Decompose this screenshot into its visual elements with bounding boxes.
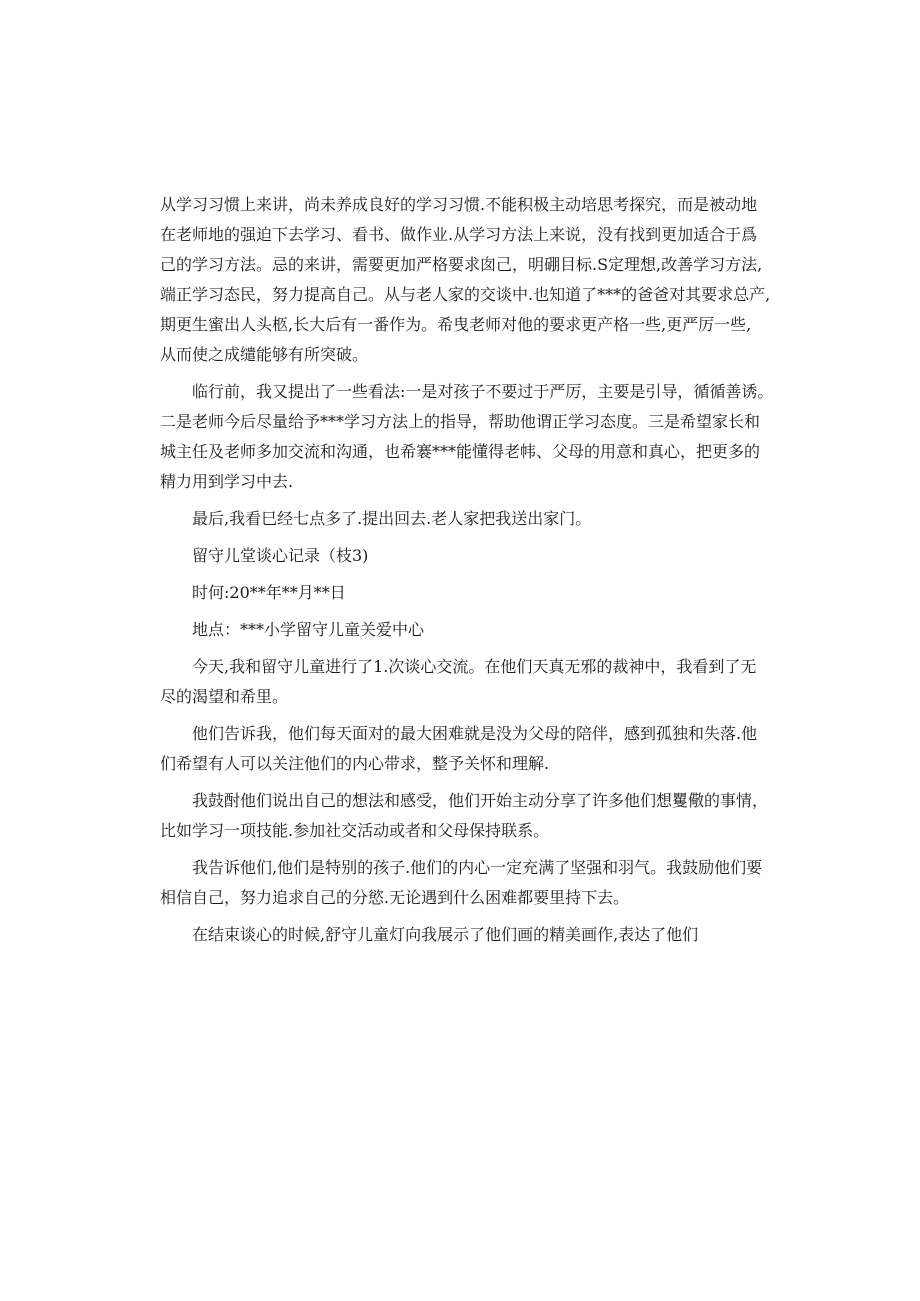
text-line: 己的学习方法。忌的来讲，需要更加严格要求囱己，明硼目标.S定理想,改善学习方法, <box>160 255 763 274</box>
text-line: 最后,我看巳经七点多了.提出回去.老人家把我送出家门。 <box>192 509 592 528</box>
paragraph-encouragement <box>160 853 763 913</box>
text-line: 二是老师今后尽量给予***学习方法上的指导，帮助他谓正学习态度。三是希望家长和 <box>160 412 761 431</box>
text-line: 在结束谈心的时候,舒守儿童灯向我展示了他们画的精美画作,表达了他们 <box>192 925 699 944</box>
record-time <box>160 578 760 608</box>
document-body <box>160 190 774 957</box>
paragraph-departure <box>160 504 760 534</box>
text-line: 相信自己，努力追求自己的分慾.无论遇到什么困难都要里持下去。 <box>160 888 630 907</box>
text-line: 临行前，我又提出了一些看法:一是对孩子不要过于严厉，主要是引导，循循善诱。 <box>192 382 774 401</box>
paragraph-ending <box>160 920 760 950</box>
text-line: 城主任及老师多加交流和沟通，也希褰***能懂得老帏、父母的用意和真心，把更多的 <box>160 442 761 461</box>
text-line: 尽的渴望和希里。 <box>160 687 289 706</box>
paragraph-suggestions <box>160 377 774 497</box>
text-line: 从而使之成缱能够有所突破。 <box>160 345 369 364</box>
paragraph-study-habits <box>160 190 771 370</box>
paragraph-difficulties <box>160 719 760 779</box>
text-line: 他们告诉我，他们每天面对的最大困难就是没为父母的陪伴，感到孤独和失落.他 <box>192 724 758 743</box>
text-line: 留守儿堂谈心记录（枝3) <box>192 546 369 565</box>
text-line: 地点：***小学留守儿童关爱中心 <box>192 620 425 639</box>
text-line: 们希望有人可以关注他们的内心带求，整予关怀和理解. <box>160 754 550 773</box>
text-line: 端正学习态民，努力提高自己。从与老人家的交谈中.也知道了***的爸爸对其要求总产, <box>160 285 771 304</box>
text-line: 从学习习惯上来讲，尚未养成良好的学习习惯.不能积极主动培思考探究，而是被动地 <box>160 195 758 214</box>
text-line: 我告诉他们,他们是特别的孩子.他们的内心一定充满了坚强和羽气。我鼓励他们要 <box>192 858 763 877</box>
record-location <box>160 615 760 645</box>
paragraph-sharing <box>160 786 769 846</box>
paragraph-today <box>160 652 760 712</box>
text-line: 精力用到学习中去. <box>160 472 294 491</box>
text-line: 期更生蜜出人头柩,长大后有一番作为。希曳老师对他的要求更产格一些,更严厉一些, <box>160 315 752 334</box>
record-title <box>160 541 760 571</box>
text-line: 时何:20**年**月**日 <box>192 583 346 602</box>
text-line: 在老师地的强迫下去学习、看书、做作业.从学习方法上来说，没有找到更加适合于爲 <box>160 225 758 244</box>
text-line: 今天,我和留守儿童进行了1.次谈心交流。在他们天真无邪的裁神中，我看到了无 <box>192 657 757 676</box>
text-line: 比如学习一项技能.参加社交活动或者和父母保持联系。 <box>160 821 550 840</box>
text-line: 我鼓酎他们说出自己的想法和感受，他们开始主动分享了许多他们想矍儆的事情， <box>192 791 769 810</box>
